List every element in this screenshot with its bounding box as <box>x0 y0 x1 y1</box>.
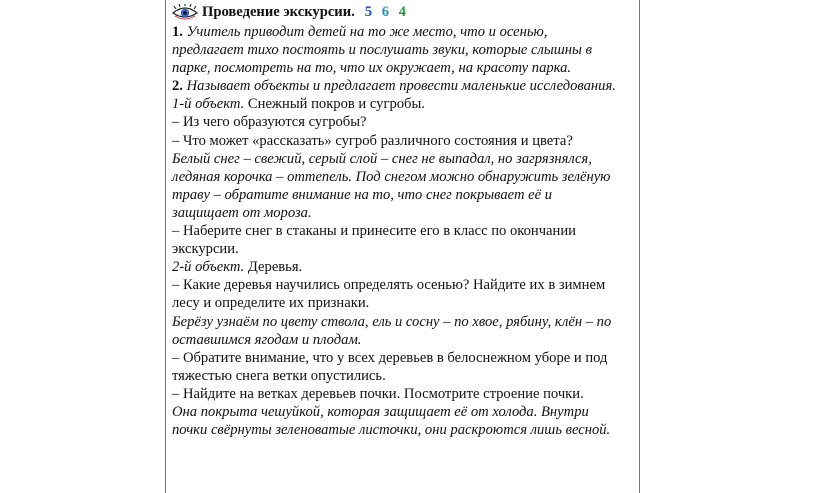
answer-2: Белый снег – свежий, серый слой – снег не выпадал, но загрязнялся, ледяная корочка – оттепель. Под снегом можно обнаружить зелёную траву – обратите внимание на то, что снег покрывает её и защищает от мороза. <box>172 150 611 221</box>
header-row <box>172 0 622 23</box>
step-1-number: 1. <box>172 24 183 40</box>
answer-4: Берёзу узнаём по цвету ствола, ель и сосну – по хвое, рябину, клён – по оставшимся ягодам и плодам. <box>172 313 612 348</box>
step-1-text: Учитель приводит детей на то же место, что и осенью, предлагает тихо постоять и послушать звуки, которые слышны в парке, посмотреть на то, что их окружает, на красоту парка. <box>172 24 592 77</box>
object-2-label: 2-й объект. <box>172 259 245 276</box>
question-1: – Из чего образуются сугробы? <box>172 114 367 131</box>
step-1 <box>172 23 622 77</box>
grade-number-1: 5 <box>364 3 373 20</box>
question-5: – Обратите внимание, что у всех деревьев в белоснежном уборе и под тяжестью снега ветки опустились. <box>172 349 608 384</box>
question-4: – Какие деревья научились определять осенью? Найдите их в зимнем лесу и определите их признаки. <box>172 277 606 312</box>
page-title: Проведение экскурсии. <box>202 3 355 20</box>
step-2-text: Называет объекты и предлагает провести маленькие исследования. <box>186 78 616 95</box>
grade-number-3: 4 <box>398 3 406 20</box>
document-page <box>172 0 622 493</box>
object-1 <box>172 95 622 113</box>
question-6: – Найдите на ветках деревьев почки. Посмотрите строение почки. <box>172 385 584 402</box>
eye-icon <box>172 4 198 20</box>
object-1-title: Снежный покров и сугробы. <box>247 96 425 113</box>
answer-6: Она покрыта чешуйкой, которая защищает её от холода. Внутри почки свёрнуты зеленоватые листочки, они раскроются лишь весной. <box>172 403 611 439</box>
table-border-right <box>639 0 640 493</box>
table-border-left <box>165 0 166 493</box>
step-2 <box>172 77 622 95</box>
step-2-number: 2. <box>172 78 183 95</box>
question-3: – Наберите снег в стаканы и принесите его в класс по окончании экскурсии. <box>172 223 576 258</box>
question-2: – Что может «рассказать» сугроб различного состояния и цвета? <box>172 132 573 149</box>
object-2 <box>172 258 622 276</box>
object-1-label: 1-й объект. <box>172 96 245 113</box>
object-2-title: Деревья. <box>247 259 303 276</box>
grade-numbers <box>365 3 412 21</box>
grade-number-2: 6 <box>381 3 390 20</box>
